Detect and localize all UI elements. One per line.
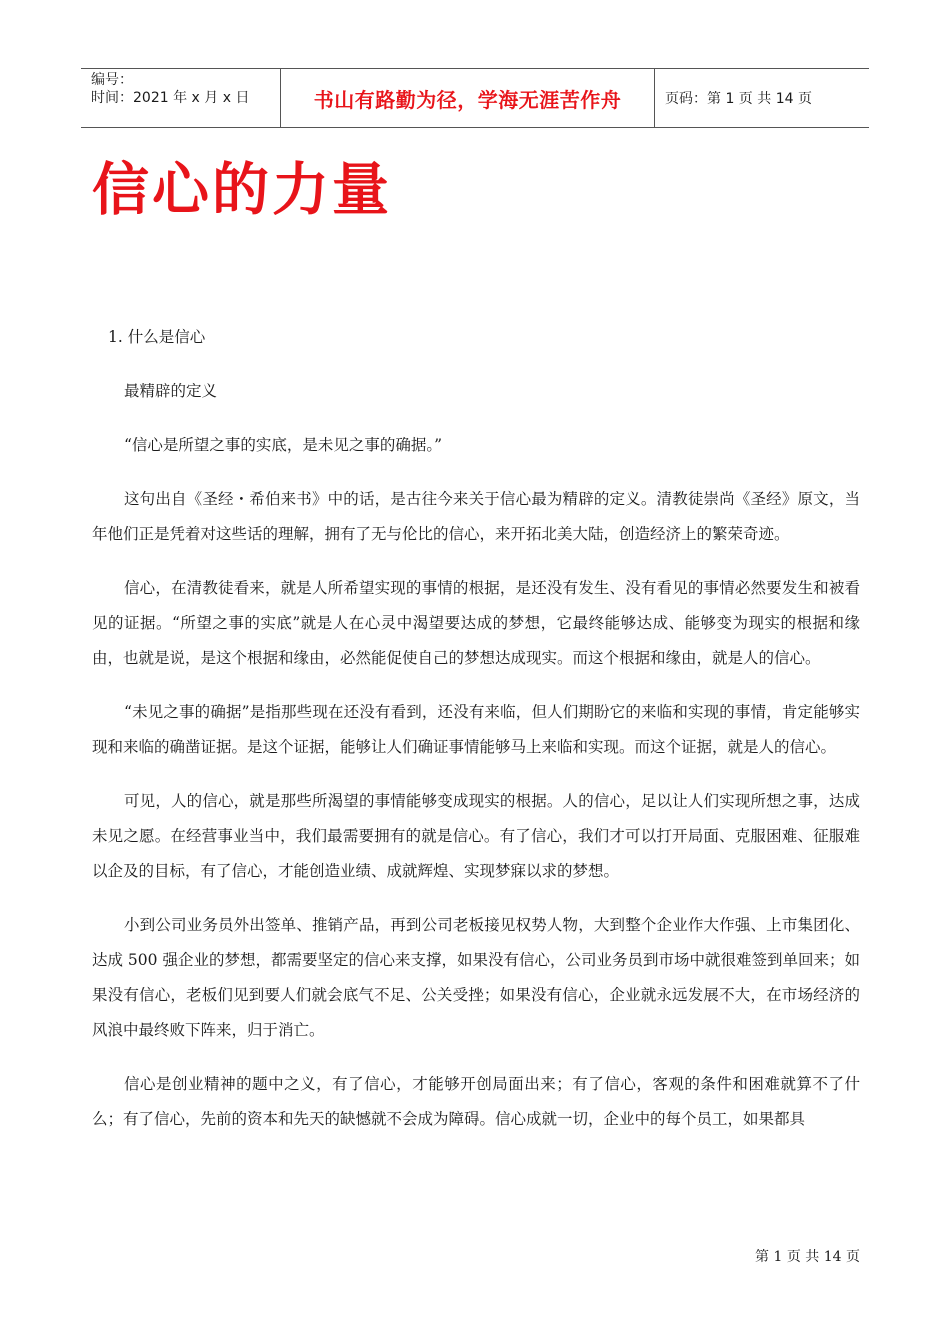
paragraph: 信心，在清教徒看来，就是人所希望实现的事情的根据，是还没有发生、没有看见的事情必然要发生和被看见的证据。“所望之事的实底”就是人在心灵中渴望要达成的梦想，它最终能够达成、能够变为现实的根据和缘由，也就是说，是这个根据和缘由，必然能促使自己的梦想达成现实。而这个根据和缘由，就是人的信心。 <box>92 579 860 667</box>
document-header <box>81 68 869 128</box>
paragraph: “信心是所望之事的实底，是未见之事的确据。” <box>124 436 443 454</box>
paragraph: 最精辟的定义 <box>124 382 218 400</box>
document-body <box>92 320 860 1137</box>
paragraph: “未见之事的确据”是指那些现在还没有看到，还没有来临，但人们期盼它的来临和实现的事情，肯定能够实现和来临的确凿证据。是这个证据，能够让人们确证事情能够马上来临和实现。而这个证据，就是人的信心。 <box>92 703 860 756</box>
motto-text: 书山有路勤为径，学海无涯苦作舟 <box>313 87 622 112</box>
time-label: 时间：2021 年 x 月 x 日 <box>91 90 250 106</box>
section-heading: 1. 什么是信心 <box>108 328 206 346</box>
paragraph: 信心是创业精神的题中之义，有了信心，才能够开创局面出来；有了信心，客观的条件和困难就算不了什么；有了信心，先前的资本和先天的缺憾就不会成为障碍。信心成就一切，企业中的每个员工，如果都具 <box>92 1075 860 1128</box>
header-meta-cell <box>81 69 281 127</box>
document-title: 信心的力量 <box>92 157 392 223</box>
number-label: 编号： <box>91 72 133 88</box>
paragraph: 小到公司业务员外出签单、推销产品，再到公司老板接见权势人物，大到整个企业作大作强、上市集团化、达成 500 强企业的梦想，都需要坚定的信心来支撑，如果没有信心，公司业务员到市场中就很难签到单回来；如果没有信心，老板们见到要人们就会底气不足、公关受挫；如果没有信心，企业就永远发展不大，在市场经济的风浪中最终败下阵来，归于消亡。 <box>92 916 860 1039</box>
paragraph: 这句出自《圣经・希伯来书》中的话，是古往今来关于信心最为精辟的定义。清教徒崇尚《圣经》原文，当年他们正是凭着对这些话的理解，拥有了无与伦比的信心，来开拓北美大陆，创造经济上的繁荣奇迹。 <box>92 490 860 543</box>
paragraph: 可见，人的信心，就是那些所渴望的事情能够变成现实的根据。人的信心，足以让人们实现所想之事，达成未见之愿。在经营事业当中，我们最需要拥有的就是信心。有了信心，我们才可以打开局面、克服困难、征服难以企及的目标，有了信心，才能创造业绩、成就辉煌、实现梦寐以求的梦想。 <box>92 792 860 880</box>
header-page-cell <box>655 69 869 127</box>
page-label: 页码：第 1 页 共 14 页 <box>665 91 812 107</box>
header-motto-cell <box>281 69 655 127</box>
page-footer: 第 1 页 共 14 页 <box>755 1249 860 1265</box>
